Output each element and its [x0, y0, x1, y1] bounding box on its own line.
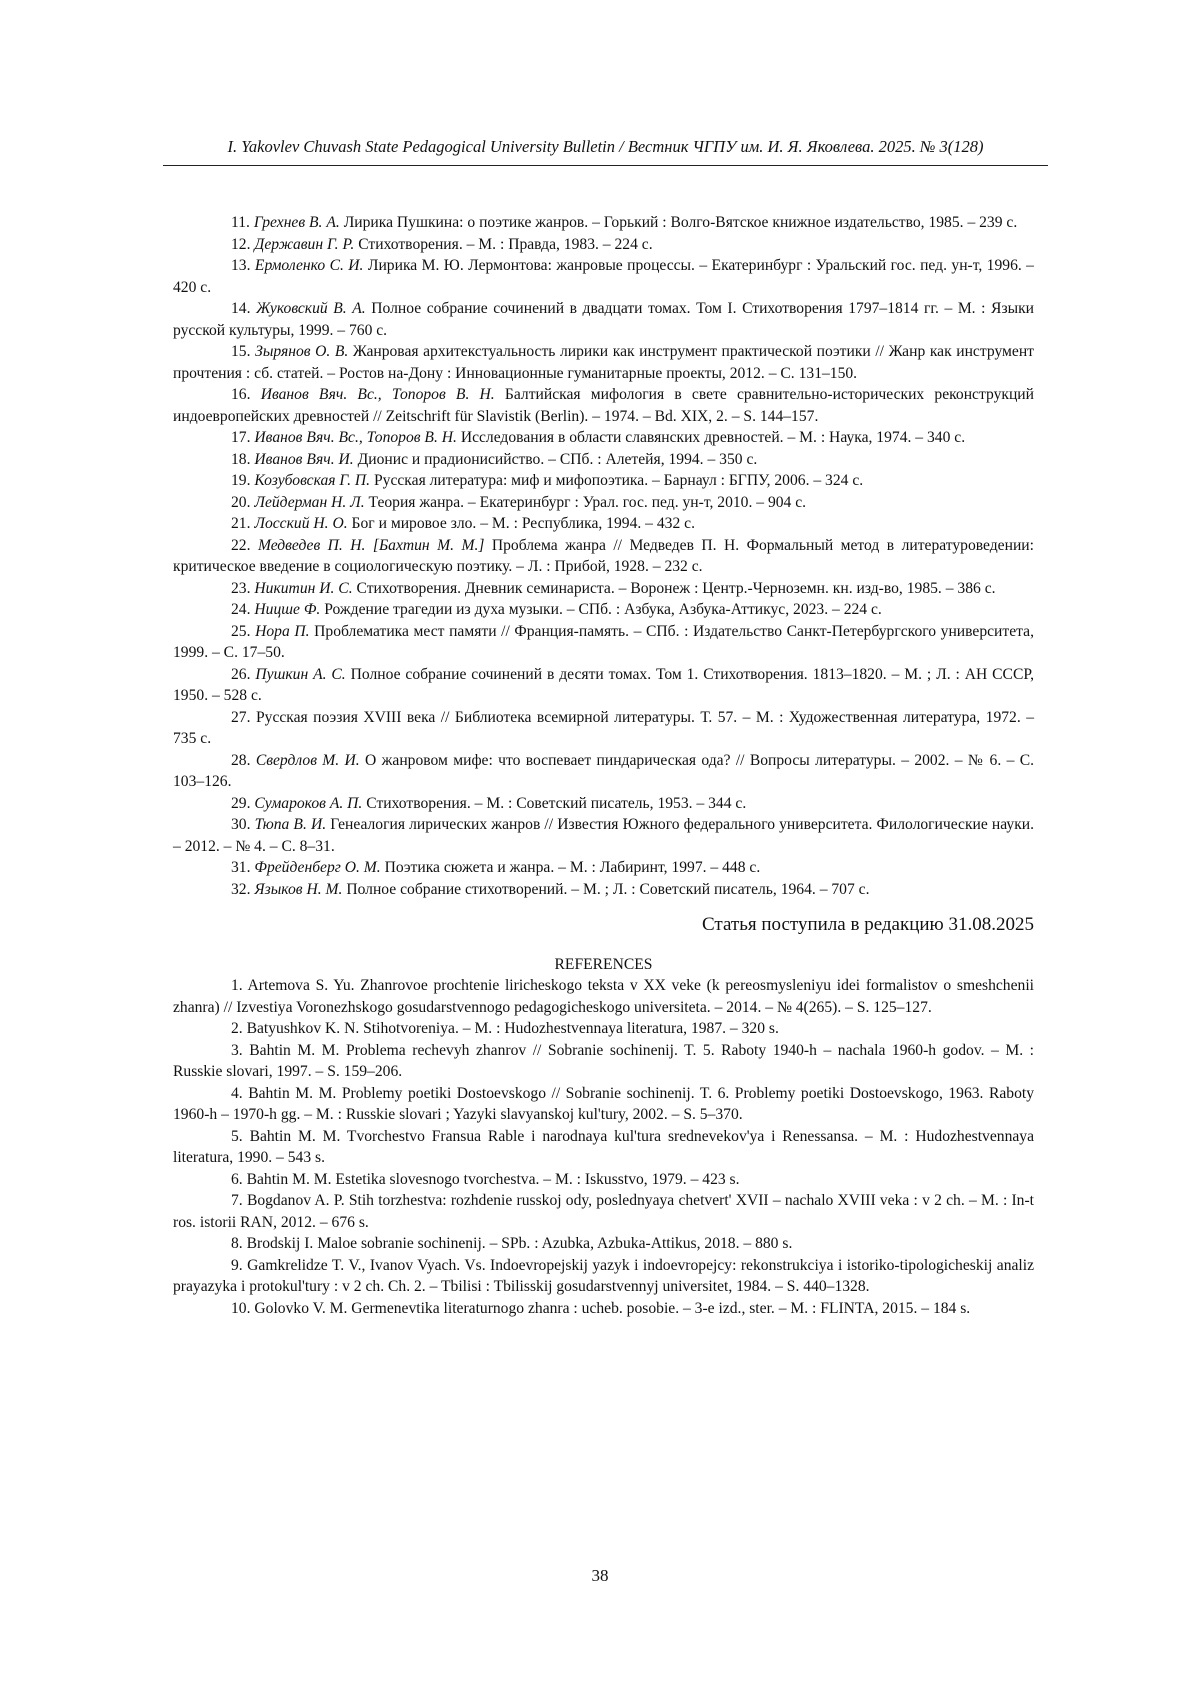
entry-text: Batyushkov K. N. Stihotvoreniya. – M. : Hudozhestvennaya literatura, 1987. – 320 s.: [246, 1020, 779, 1037]
entry-author: Зырянов О. В.: [255, 343, 349, 360]
entry-text: Bahtin M. M. Problemy poetiki Dostoevskogo // Sobranie sochinenij. T. 6. Problemy poetiki Dostoevskogo, 1963. Raboty 1960-h – 1970-h gg. – M. : Russkie slovari ; Yazyki slavyanskoj kul'tury, 2002. – S. 5–370.: [173, 1084, 1034, 1123]
reference-entry: [173, 1040, 1034, 1083]
entry-author: Ницше Ф.: [254, 601, 321, 618]
entry-text: Балтийская мифология в свете сравнительно-исторических реконструкций индоевропейских древностей // Zeitschrift für Slavistik (Berlin). – 1974. – Bd. XIX, 2. – S. 144–157.: [173, 386, 1034, 425]
entry-number: 21.: [231, 515, 251, 532]
entry-author: Никитин И. С.: [254, 579, 353, 597]
literature-entry: [173, 707, 1034, 750]
entry-number: 12.: [231, 235, 251, 253]
reference-entry: [173, 1169, 1034, 1191]
entry-number: 14.: [231, 300, 251, 317]
entry-author: Лейдерман Н. Л.: [254, 493, 365, 511]
entry-number: 15.: [231, 343, 251, 360]
literature-entry: [173, 664, 1034, 707]
entry-text: Проблема жанра // Медведев П. Н. Формальный метод в литературоведении: критическое введение в социологическую поэтику. – Л. : Прибой, 1928. – 232 с.: [173, 536, 1034, 575]
entry-author: Тюпа В. И.: [254, 816, 327, 833]
entry-text: Теория жанра. – Екатеринбург : Урал. гос. пед. ун-т, 2010. – 904 с.: [368, 493, 807, 511]
literature-entry: [173, 384, 1034, 427]
entry-author: Иванов Вяч. Вс., Топоров В. Н.: [254, 429, 457, 446]
literature-entry: [173, 793, 1034, 815]
literature-entry: [173, 449, 1034, 471]
literature-entry: [173, 255, 1034, 298]
entry-text: Полное собрание сочинений в десяти томах. Том 1. Стихотворения. 1813–1820. – М. ; Л. : АН СССР, 1950. – 528 с.: [173, 665, 1034, 704]
entry-text: Лирика М. Ю. Лермонтова: жанровые процессы. – Екатеринбург : Уральский гос. пед. ун-т, 1996. – 420 с.: [173, 257, 1034, 296]
entry-author: Лосский Н. О.: [254, 515, 348, 532]
entry-text: Поэтика сюжета и жанра. – М. : Лабиринт, 1997. – 448 с.: [384, 859, 761, 876]
entry-number: 25.: [231, 622, 251, 640]
entry-number: 22.: [231, 536, 251, 554]
entry-text: Bahtin M. M. Problema rechevyh zhanrov // Sobranie sochinenij. T. 5. Raboty 1940-h – nachala 1960-h godov. – M. : Russkie slovari, 1997. – S. 159–206.: [173, 1041, 1034, 1080]
entry-number: 1.: [231, 977, 243, 994]
literature-entry: [173, 879, 1034, 901]
entry-number: 6.: [231, 1170, 243, 1188]
entry-text: Дионис и прадионисийство. – СПб. : Алетейя, 1994. – 350 с.: [357, 450, 758, 468]
entry-number: 17.: [231, 429, 251, 446]
literature-entry: [173, 427, 1034, 449]
literature-entry: [173, 578, 1034, 600]
entry-number: 18.: [231, 450, 251, 468]
entry-text: Генеалогия лирических жанров // Известия Южного федерального университета. Филологические науки. – 2012. – № 4. – С. 8–31.: [173, 816, 1035, 855]
literature-entry: [173, 492, 1034, 514]
entry-text: Стихотворения. – М. : Правда, 1983. – 224 с.: [358, 235, 653, 253]
entry-author: Иванов Вяч. И.: [254, 450, 354, 468]
entry-number: 7.: [231, 1192, 243, 1209]
reference-entry: [173, 1083, 1034, 1126]
entry-text: Русская литература: миф и мифопоэтика. – Барнаул : БГПУ, 2006. – 324 с.: [374, 472, 864, 489]
entry-number: 24.: [231, 601, 251, 618]
entry-author: Нора П.: [255, 622, 310, 640]
entry-number: 5.: [231, 1127, 243, 1145]
reference-entry: [173, 1018, 1034, 1040]
literature-entry: [173, 234, 1034, 256]
journal-header: I. Yakovlev Chuvash State Pedagogical University Bulletin / Вестник ЧГПУ им. И. Я. Яковлева. 2025. № 3(128): [227, 137, 984, 156]
entry-number: 30.: [231, 816, 251, 833]
entry-text: Gamkrelidze T. V., Ivanov Vyach. Vs. Indoevropejskij yazyk i indoevropejcy: rekonstrukciya i istoriko-tipologicheskij analiz prayazyka i protokul'tury : v 2 ch. Ch. 2. – Tbilisi : Tbilisskij gosudarstvennyj universitet, 1984. – S. 440–1328.: [173, 1256, 1034, 1295]
entry-text: Жанровая архитекстуальность лирики как инструмент практической поэтики // Жанр как инструмент прочтения : сб. статей. – Ростов на-Дону : Инновационные гуманитарные проекты, 2012. – С. 131–150.: [173, 343, 1034, 382]
entry-number: 8.: [231, 1235, 243, 1252]
literature-entry: [173, 814, 1034, 857]
entry-author: Сумароков А. П.: [254, 794, 363, 812]
reference-entry: [173, 1190, 1034, 1233]
entry-text: Стихотворения. Дневник семинариста. – Воронеж : Центр.-Черноземн. кн. изд-во, 1985. – 386 с.: [356, 579, 996, 597]
entry-number: 19.: [231, 472, 251, 489]
references-heading: REFERENCES: [554, 955, 653, 973]
entry-author: Иванов Вяч. Вс., Топоров В. Н.: [260, 386, 495, 403]
entry-number: 26.: [231, 665, 251, 683]
entry-text: Русская поэзия XVIII века // Библиотека всемирной литературы. Т. 57. – М. : Художественная литература, 1972. – 735 с.: [173, 708, 1034, 747]
literature-entry: [173, 341, 1034, 384]
page-number: 38: [591, 1566, 609, 1585]
literature-list: [173, 212, 1034, 900]
entry-author: Медведев П. Н. [Бахтин М. М.]: [257, 536, 485, 554]
entry-author: Ермоленко С. И.: [254, 257, 364, 274]
entry-number: 28.: [231, 751, 251, 769]
reference-entry: [173, 975, 1034, 1018]
reference-entry: [173, 1255, 1034, 1298]
entry-text: Bogdanov A. P. Stih torzhestva: rozhdenie russkoj ody, poslednyaya chetvert' XVII – nachalo XVIII veka : v 2 ch. – M. : In-t ros. istorii RAN, 2012. – 676 s.: [173, 1192, 1035, 1231]
header-rule: [163, 165, 1048, 166]
entry-author: Грехнев В. А.: [253, 214, 340, 231]
entry-number: 29.: [231, 794, 251, 812]
literature-entry: [173, 599, 1034, 621]
entry-text: Golovko V. M. Germenevtika literaturnogo zhanra : ucheb. posobie. – 3-e izd., ster. – M. : FLINTA, 2015. – 184 s.: [254, 1299, 971, 1317]
entry-number: 9.: [231, 1256, 243, 1274]
reference-entry: [173, 1126, 1034, 1169]
entry-number: 27.: [231, 708, 251, 726]
entry-number: 4.: [231, 1084, 243, 1102]
entry-number: 31.: [231, 859, 251, 876]
literature-entry: [173, 513, 1034, 535]
literature-entry: [173, 750, 1034, 793]
entry-number: 11.: [231, 214, 250, 231]
entry-author: Свердлов М. И.: [255, 751, 360, 769]
entry-number: 10.: [231, 1299, 251, 1317]
literature-entry: [173, 857, 1034, 879]
literature-entry: [173, 470, 1034, 492]
entry-text: Рождение трагедии из духа музыки. – СПб. : Азбука, Азбука-Аттикус, 2023. – 224 с.: [324, 601, 882, 618]
entry-number: 23.: [231, 579, 251, 597]
entry-text: Bahtin M. M. Estetika slovesnogo tvorchestva. – M. : Iskusstvo, 1979. – 423 s.: [246, 1170, 740, 1188]
entry-author: Языков Н. М.: [254, 880, 343, 898]
entry-text: Brodskij I. Maloe sobranie sochinenij. – SPb. : Azubka, Azbuka-Attikus, 2018. – 880 s.: [246, 1235, 793, 1252]
reference-entry: [173, 1298, 1034, 1320]
entry-number: 3.: [231, 1041, 243, 1059]
entry-text: Бог и мировое зло. – М. : Республика, 1994. – 432 с.: [351, 515, 695, 532]
entry-text: Лирика Пушкина: о поэтике жанров. – Горький : Волго-Вятское книжное издательство, 1985. – 239 с.: [343, 214, 1018, 231]
references-list: [173, 975, 1034, 1319]
entry-number: 13.: [231, 257, 251, 274]
reference-entry: [173, 1233, 1034, 1255]
entry-author: Жуковский В. А.: [256, 300, 366, 317]
entry-number: 32.: [231, 880, 251, 898]
entry-text: Bahtin M. M. Tvorchestvo Fransua Rable i narodnaya kul'tura srednevekov'ya i Renessansa. – M. : Hudozhestvennaya literatura, 1990. – 543 s.: [173, 1127, 1035, 1166]
literature-entry: [173, 535, 1034, 578]
entry-author: Фрейденберг О. М.: [254, 859, 381, 876]
entry-text: Полное собрание сочинений в двадцати томах. Том I. Стихотворения 1797–1814 гг. – М. : Языки русской культуры, 1999. – 760 с.: [173, 300, 1035, 339]
entry-text: О жанровом мифе: что воспевает пиндарическая ода? // Вопросы литературы. – 2002. – № 6. – С. 103–126.: [173, 751, 1034, 790]
entry-text: Artemova S. Yu. Zhanrovoe prochtenie liricheskogo teksta v XX veke (k pereosmysleniyu idei formalistov o smeshchenii zhanra) // Izvestiya Voronezhskogo gosudarstvennogo pedagogicheskogo universiteta. – 2014. – № 4(265). – S. 125–127.: [173, 977, 1034, 1016]
entry-author: Козубовская Г. П.: [254, 472, 371, 489]
literature-entry: [173, 298, 1034, 341]
entry-number: 16.: [231, 386, 251, 403]
entry-number: 20.: [231, 493, 251, 511]
literature-entry: [173, 621, 1034, 664]
entry-text: Проблематика мест памяти // Франция-память. – СПб. : Издательство Санкт-Петербургского университета, 1999. – С. 17–50.: [173, 622, 1034, 661]
entry-text: Исследования в области славянских древностей. – М. : Наука, 1974. – 340 с.: [460, 429, 966, 446]
page-content: [173, 212, 1034, 1319]
received-note: Статья поступила в редакцию 31.08.2025: [702, 914, 1034, 935]
entry-author: Пушкин А. С.: [255, 665, 346, 683]
entry-number: 2.: [231, 1020, 243, 1037]
literature-entry: [173, 212, 1034, 234]
entry-text: Стихотворения. – М. : Советский писатель, 1953. – 344 с.: [366, 794, 747, 812]
entry-author: Державин Г. Р.: [254, 235, 355, 253]
entry-text: Полное собрание стихотворений. – М. ; Л. : Советский писатель, 1964. – 707 с.: [346, 880, 870, 898]
